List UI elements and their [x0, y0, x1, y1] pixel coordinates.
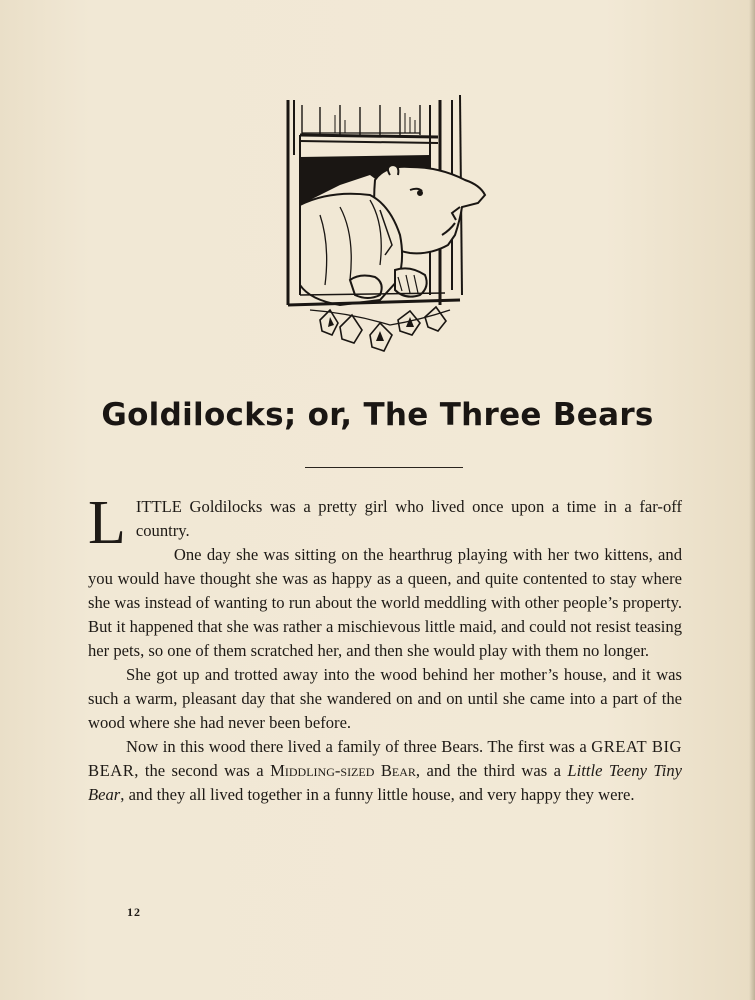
- drop-cap: L: [88, 489, 126, 557]
- paragraph-1-text: ITTLE Goldilocks was a pretty girl who lived once upon a time in a far-off country.: [135, 497, 682, 540]
- paragraph-4-part-a: Now in this wood there lived a family of three Bears. The first was a: [126, 737, 592, 756]
- paragraph-2: One day she was sitting on the hearthrug playing with her two kittens, and you would have thought she was as happy as a queen, and quite contented to stay where she was instead of wanting to run about the world meddling with other people’s property. But it happened that she was rather a mischievous little maid, and could not resist teasing her pets, so one of them scratched her, and then she would play with them no longer.: [88, 545, 682, 660]
- paragraph-4-part-d: , and they all lived together in a funny little house, and very happy they were.: [120, 785, 635, 804]
- paragraph-4-part-c: , and the third was a: [415, 761, 568, 780]
- paragraph-3: She got up and trotted away into the wood behind her mother’s house, and it was such a warm, pleasant day that she wandered on and on until she came into a part of the wood where she had never been before.: [88, 665, 682, 732]
- great-big-bear: GREAT BIG BEAR: [88, 737, 682, 780]
- paragraph-4-part-b: , the second was a: [134, 761, 271, 780]
- little-teeny-tiny-bear: Little Teeny Tiny Bear: [88, 761, 683, 804]
- middling-sized-bear: Middling-sized Bear: [270, 761, 416, 780]
- story-title: Goldilocks; or, The Three Bears: [101, 397, 654, 433]
- paragraph-4: [88, 735, 682, 807]
- paragraph-1: [88, 489, 682, 557]
- page-number: 12: [127, 905, 141, 919]
- page-edge-shadow: [749, 0, 755, 1000]
- story-body: [88, 489, 683, 807]
- bear-at-window-illustration: [280, 95, 495, 365]
- title-divider: [305, 467, 463, 468]
